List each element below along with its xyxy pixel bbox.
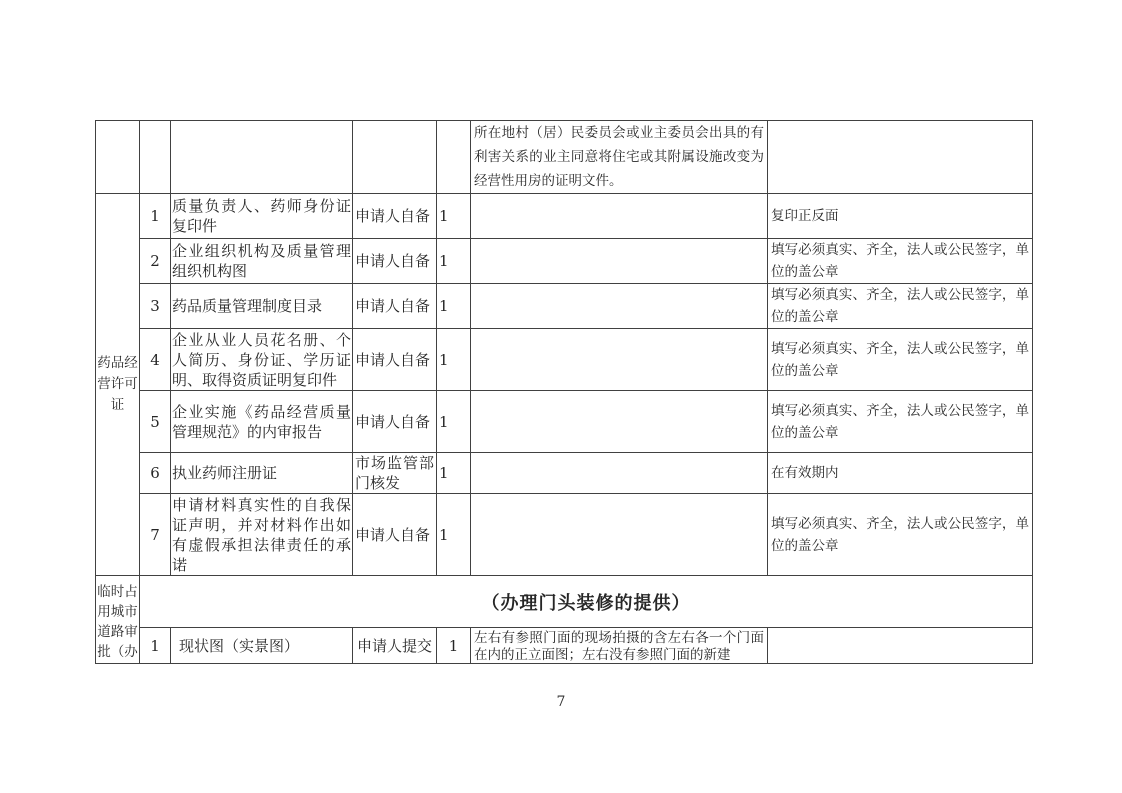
source-cell: 申请人自备 xyxy=(353,284,437,329)
material-name-cell: 现状图（实景图） xyxy=(171,628,353,664)
material-row-4 xyxy=(96,329,1033,391)
source-cell: 申请人自备 xyxy=(353,194,437,239)
source-cell: 申请人提交 xyxy=(353,628,437,664)
section-title: （办理门头装修的提供） xyxy=(140,576,1033,628)
description-cell: 所在地村（居）民委员会或业主委员会出具的有利害关系的业主同意将住宅或其附属设施改变为经营性用房的证明文件。 xyxy=(471,121,768,194)
category-cell: 药品经营许可证 xyxy=(96,194,140,576)
row-number-cell: 4 xyxy=(140,329,171,391)
notes-cell: 填写必须真实、齐全，法人或公民签字，单位的盖公章 xyxy=(768,284,1033,329)
row-number-cell: 1 xyxy=(140,628,171,664)
category-cell: 临时占用城市道路审批（办 xyxy=(96,576,140,664)
notes-cell: 复印正反面 xyxy=(768,194,1033,239)
description-cell xyxy=(471,329,768,391)
source-cell: 申请人自备 xyxy=(353,239,437,284)
material-row-s2-1 xyxy=(96,628,1033,664)
materials-table xyxy=(95,120,1033,664)
count-cell: 1 xyxy=(437,284,471,329)
material-name-cell: 质量负责人、药师身份证复印件 xyxy=(171,194,353,239)
description-cell xyxy=(471,494,768,576)
material-row-7 xyxy=(96,494,1033,576)
section-header-row xyxy=(96,576,1033,628)
row-number-cell: 6 xyxy=(140,453,171,494)
count-cell: 1 xyxy=(437,628,471,664)
source-cell xyxy=(353,121,437,194)
material-row-2 xyxy=(96,239,1033,284)
description-cell: 左右有参照门面的现场拍摄的含左右各一个门面在内的正立面图；左右没有参照门面的新建 xyxy=(471,628,768,664)
description-cell xyxy=(471,284,768,329)
notes-cell: 填写必须真实、齐全，法人或公民签字，单位的盖公章 xyxy=(768,239,1033,284)
notes-cell: 填写必须真实、齐全，法人或公民签字，单位的盖公章 xyxy=(768,329,1033,391)
page-number: 7 xyxy=(556,694,566,710)
source-cell: 申请人自备 xyxy=(353,329,437,391)
row-number-cell: 7 xyxy=(140,494,171,576)
description-cell xyxy=(471,194,768,239)
description-cell xyxy=(471,239,768,284)
material-name-cell: 企业实施《药品经营质量管理规范》的内审报告 xyxy=(171,391,353,453)
notes-cell: 填写必须真实、齐全，法人或公民签字，单位的盖公章 xyxy=(768,391,1033,453)
material-name-cell: 执业药师注册证 xyxy=(171,453,353,494)
source-cell: 申请人自备 xyxy=(353,494,437,576)
row-number-cell: 2 xyxy=(140,239,171,284)
count-cell: 1 xyxy=(437,329,471,391)
description-cell xyxy=(471,453,768,494)
material-name-cell: 企业组织机构及质量管理组织机构图 xyxy=(171,239,353,284)
count-cell: 1 xyxy=(437,494,471,576)
description-cell xyxy=(471,391,768,453)
source-cell: 申请人自备 xyxy=(353,391,437,453)
category-cell xyxy=(96,121,140,194)
continuation-row xyxy=(96,121,1033,194)
row-number-cell: 5 xyxy=(140,391,171,453)
notes-cell xyxy=(768,628,1033,664)
count-cell: 1 xyxy=(437,453,471,494)
notes-cell: 在有效期内 xyxy=(768,453,1033,494)
count-cell: 1 xyxy=(437,194,471,239)
material-row-5 xyxy=(96,391,1033,453)
count-cell: 1 xyxy=(437,239,471,284)
material-row-3 xyxy=(96,284,1033,329)
notes-cell: 填写必须真实、齐全，法人或公民签字，单位的盖公章 xyxy=(768,494,1033,576)
material-name-cell: 企业从业人员花名册、个人简历、身份证、学历证明、取得资质证明复印件 xyxy=(172,330,351,389)
count-cell xyxy=(437,121,471,194)
material-name-cell: 药品质量管理制度目录 xyxy=(171,284,353,329)
material-name-cell xyxy=(171,121,353,194)
row-number-cell: 1 xyxy=(140,194,171,239)
source-cell: 市场监管部门核发 xyxy=(353,453,437,494)
row-number-cell xyxy=(140,121,171,194)
material-row-1 xyxy=(96,194,1033,239)
material-row-6 xyxy=(96,453,1033,494)
material-name-cell: 申请材料真实性的自我保证声明，并对材料作出如有虚假承担法律责任的承诺 xyxy=(172,495,351,574)
count-cell: 1 xyxy=(437,391,471,453)
notes-cell xyxy=(768,121,1033,194)
row-number-cell: 3 xyxy=(140,284,171,329)
